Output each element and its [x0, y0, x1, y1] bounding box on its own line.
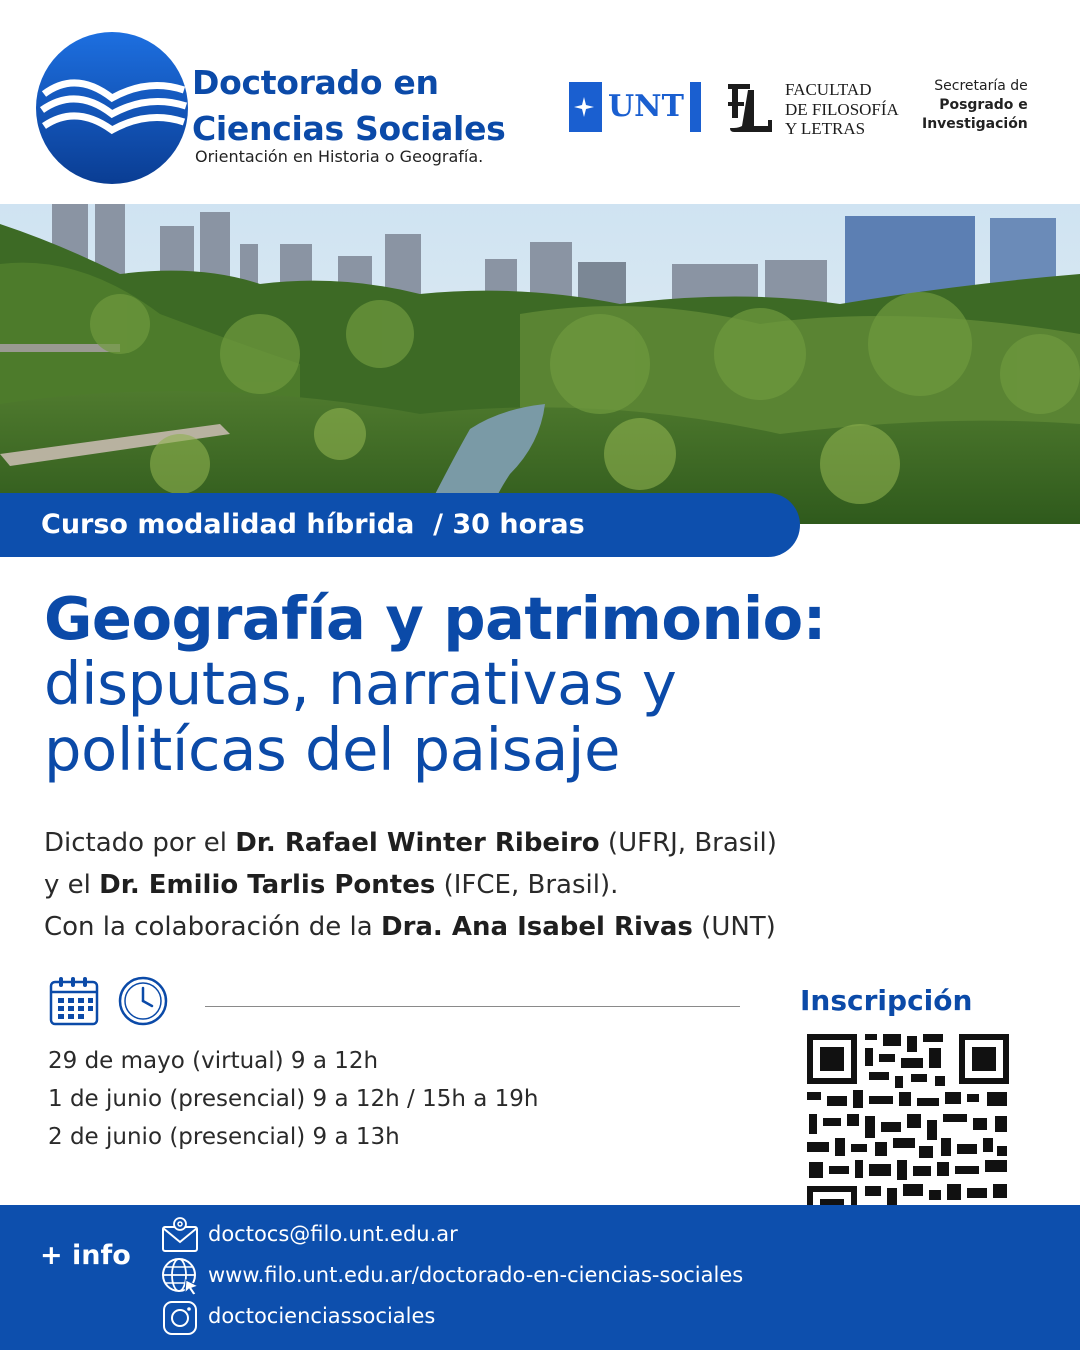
secretaria-logo: [922, 77, 1028, 134]
instagram-icon: [160, 1298, 200, 1338]
secretaria-line2: Posgrado e: [939, 97, 1028, 113]
unt-logo-text: UNT: [599, 82, 690, 132]
faculty-name: [785, 80, 899, 139]
schedule-date: 1 de junio (presencial) 9 a 12h / 15h a 19h: [48, 1086, 539, 1112]
faculty-line2: DE FILOSOFÍA: [785, 99, 899, 119]
course-modality-banner: Curso modalidad híbrida / 30 horas: [0, 493, 800, 557]
star-icon: [569, 82, 599, 132]
contact-email[interactable]: doctocs@filo.unt.edu.ar: [208, 1222, 458, 1246]
globe-icon: [160, 1256, 200, 1296]
divider: [205, 1006, 740, 1007]
schedule-dates: [48, 1042, 538, 1156]
credits-line3: [44, 906, 777, 948]
instructor-name: Dr. Emilio Tarlis Pontes: [99, 870, 436, 900]
course-subtitle-line2: politícas del paisaje: [44, 715, 621, 784]
course-title: Geografía y patrimonio:: [44, 584, 826, 653]
clock-icon: [117, 975, 169, 1027]
collaborator-affiliation: (UNT): [692, 912, 776, 942]
schedule-date: 2 de junio (presencial) 9 a 13h: [48, 1124, 400, 1150]
credits-line1: [44, 822, 777, 864]
instagram-handle[interactable]: doctocienciassociales: [208, 1304, 436, 1328]
brand-title-line2: Ciencias Sociales: [192, 109, 506, 148]
landscape-photo: [0, 204, 1080, 524]
instructor-name: Dr. Rafael Winter Ribeiro: [235, 828, 600, 858]
collaborator-name: Dra. Ana Isabel Rivas: [380, 912, 693, 942]
doctorado-logo-icon: [36, 32, 188, 184]
calendar-icon: [48, 975, 100, 1027]
course-credits: [44, 822, 777, 948]
email-icon: [160, 1215, 200, 1255]
faculty-line1: FACULTAD: [785, 80, 872, 99]
secretaria-line1: Secretaría de: [934, 78, 1028, 94]
secretaria-line3: Investigación: [922, 116, 1028, 132]
more-info-label: + info: [40, 1240, 131, 1271]
website-link[interactable]: www.filo.unt.edu.ar/doctorado-en-ciencias-sociales: [208, 1263, 744, 1287]
credits-text: Con la colaboración de la: [44, 912, 381, 942]
credits-text: y el: [44, 870, 100, 900]
unt-logo: [569, 82, 701, 132]
course-subtitle-line1: disputas, narrativas y: [44, 649, 677, 718]
brand-subtitle: Orientación en Historia o Geografía.: [195, 147, 484, 166]
faculty-logo-icon: [724, 80, 776, 136]
instructor-affiliation: (IFCE, Brasil).: [435, 870, 619, 900]
instructor-affiliation: (UFRJ, Brasil): [599, 828, 777, 858]
schedule-date: 29 de mayo (virtual) 9 a 12h: [48, 1048, 379, 1074]
credits-line2: [44, 864, 777, 906]
credits-text: Dictado por el: [44, 828, 236, 858]
brand-title: [192, 60, 506, 152]
registration-label: Inscripción: [800, 984, 973, 1017]
brand-title-line1: Doctorado en: [192, 63, 439, 102]
faculty-line3: Y LETRAS: [785, 119, 866, 138]
